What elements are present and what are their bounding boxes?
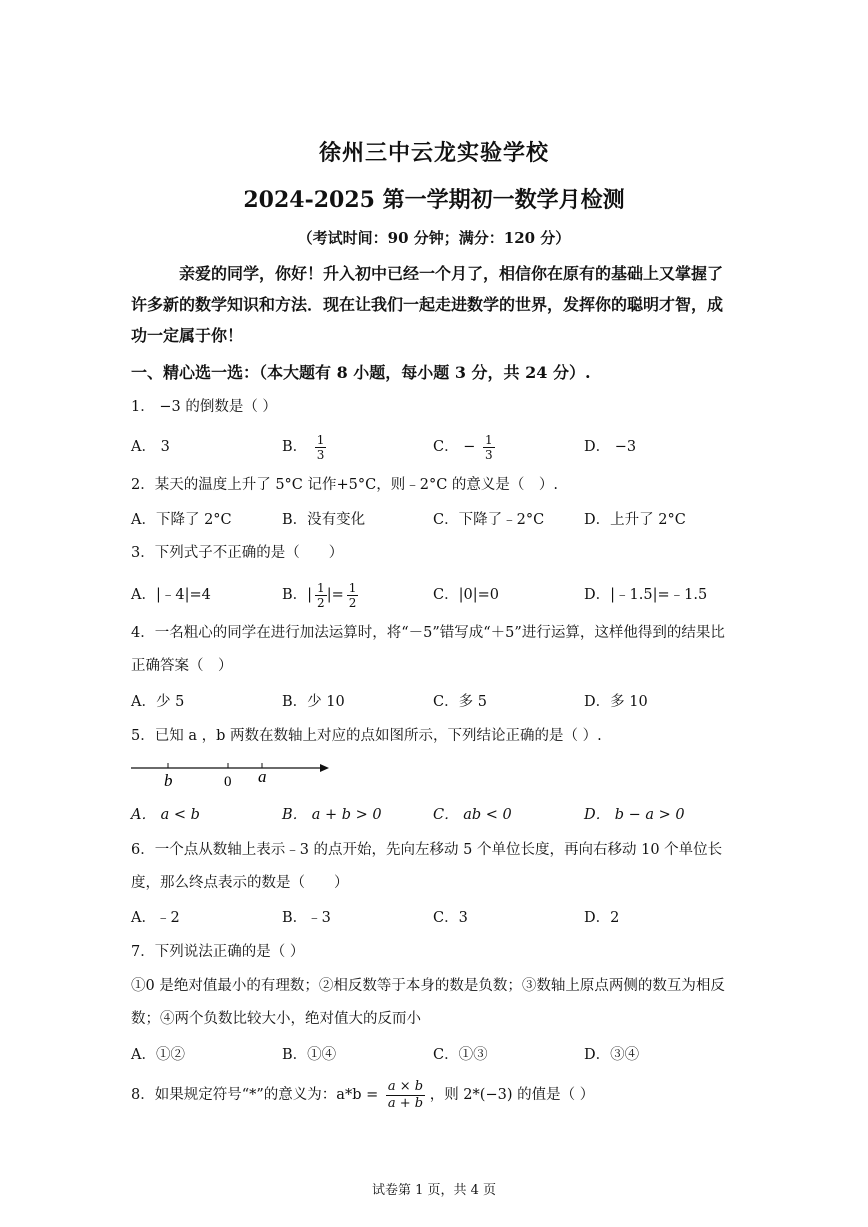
option-a: A．少 5 — [131, 694, 185, 710]
option-a: A．①② — [131, 1047, 185, 1063]
option-b: B．﹣3 — [282, 910, 331, 926]
option-c: C．多 5 — [433, 694, 487, 710]
option-c-prefix: C． − — [433, 439, 476, 455]
question-7-options — [131, 1040, 736, 1070]
label-a: a — [258, 767, 267, 786]
denominator: 2 — [348, 595, 357, 610]
intro-paragraph: 亲爱的同学，你好！升入初中已经一个月了，相信你在原有的基础上又掌握了许多新的数学知识和方法．现在让我们一起走进数学的世界，发挥你的聪明才智，成功一定属于你！ — [131, 264, 724, 345]
option-c: C．下降了﹣2°C — [433, 512, 545, 528]
option-a: A．|﹣4|=4 — [131, 587, 211, 603]
question-8-prefix: 8．如果规定符号“*”的意义为：a*b = — [131, 1087, 379, 1103]
numerator: 1 — [316, 432, 325, 447]
question-2-stem: 2．某天的温度上升了 5°C 记作+5°C，则﹣2°C 的意义是（ ）. — [131, 477, 559, 493]
school-name: 徐州三中云龙实验学校 — [318, 140, 549, 166]
option-b — [282, 432, 326, 462]
question-6-stem: 6．一个点从数轴上表示﹣3 的点开始，先向左移动 5 个单位长度，再向右移动 10 个单位长度，那么终点表示的数是（ ） — [131, 842, 723, 891]
option-b: B．没有变化 — [282, 512, 366, 528]
question-7-stem: 7．下列说法正确的是（ ） — [131, 944, 305, 960]
option-c: C． ab < 0 — [433, 807, 512, 823]
option-d: D．2 — [584, 910, 620, 926]
fraction — [483, 433, 495, 462]
option-d: D．③④ — [584, 1047, 640, 1063]
option-d: D．|﹣1.5|=﹣1.5 — [584, 587, 708, 603]
question-8-text — [131, 1078, 594, 1112]
option-b: B．①④ — [282, 1047, 337, 1063]
question-1-options — [131, 432, 736, 462]
option-b: B． a + b > 0 — [282, 807, 382, 823]
option-a: A． a < b — [131, 807, 200, 823]
exam-info: （考试时间：90 分钟；满分：120 分） — [297, 229, 571, 247]
option-b-mid: |= — [326, 587, 344, 603]
question-4-options — [131, 687, 736, 717]
numerator: 1 — [348, 580, 357, 595]
option-d: D．多 10 — [584, 694, 648, 710]
question-5-stem: 5．已知 a ，b 两数在数轴上对应的点如图所示，下列结论正确的是（ ）. — [131, 728, 602, 744]
option-b: B．少 10 — [282, 694, 345, 710]
fraction — [347, 581, 359, 610]
section-heading: 一、精心选一选：（本大题有 8 小题，每小题 3 分，共 24 分）. — [131, 363, 591, 382]
denominator: 3 — [316, 447, 325, 462]
question-2-options — [131, 505, 736, 535]
question-8-suffix: ，则 2*(−3) 的值是（ ） — [429, 1087, 595, 1103]
fraction — [315, 581, 327, 610]
option-c — [433, 432, 495, 462]
denominator: a + b — [387, 1095, 424, 1111]
option-b-prefix: B． — [282, 439, 308, 455]
page-footer: 试卷第 1 页，共 4 页 — [371, 1183, 497, 1198]
option-b-prefix: B．| — [282, 587, 313, 603]
option-a: A．下降了 2°C — [131, 512, 232, 528]
question-6-options — [131, 903, 736, 933]
denominator: 2 — [317, 595, 325, 610]
exam-title: 2024-2025 第一学期初一数学月检测 — [243, 187, 625, 213]
question-1-stem: 1． −3 的倒数是（ ） — [131, 399, 277, 415]
denominator: 3 — [484, 447, 493, 462]
option-c: C．3 — [433, 910, 468, 926]
question-8-stem — [131, 1078, 736, 1112]
option-a: A．﹣2 — [131, 910, 180, 926]
option-d: D．上升了 2°C — [584, 512, 686, 528]
fraction — [315, 433, 327, 462]
question-4-stem: 4．一名粗心的同学在进行加法运算时，将“－5”错写成“＋5”进行运算，这样他得到的结果比正确答案（ ） — [131, 625, 725, 674]
numerator: a × b — [387, 1078, 424, 1094]
numerator: 1 — [484, 432, 493, 447]
question-3-stem: 3．下列式子不正确的是（ ） — [131, 545, 344, 561]
question-5-options — [131, 800, 736, 830]
arrow-right-icon — [320, 764, 329, 772]
option-c: C．|0|=0 — [433, 587, 499, 603]
option-d: D． −3 — [584, 439, 637, 455]
number-line-figure — [131, 756, 336, 796]
question-3-options — [131, 580, 736, 610]
option-d: D． b − a > 0 — [584, 807, 685, 823]
definition-fraction — [386, 1079, 425, 1112]
option-c: C．①③ — [433, 1047, 488, 1063]
label-b: b — [164, 771, 173, 790]
question-7-statements: ①0 是绝对值最小的有理数；②相反数等于本身的数是负数；③数轴上原点两侧的数互为相反数；④两个负数比较大小，绝对值大的反而小 — [131, 978, 725, 1027]
option-b — [282, 580, 358, 610]
numerator: 1 — [317, 580, 325, 595]
label-0: 0 — [224, 774, 232, 790]
option-a: A． 3 — [131, 439, 170, 455]
